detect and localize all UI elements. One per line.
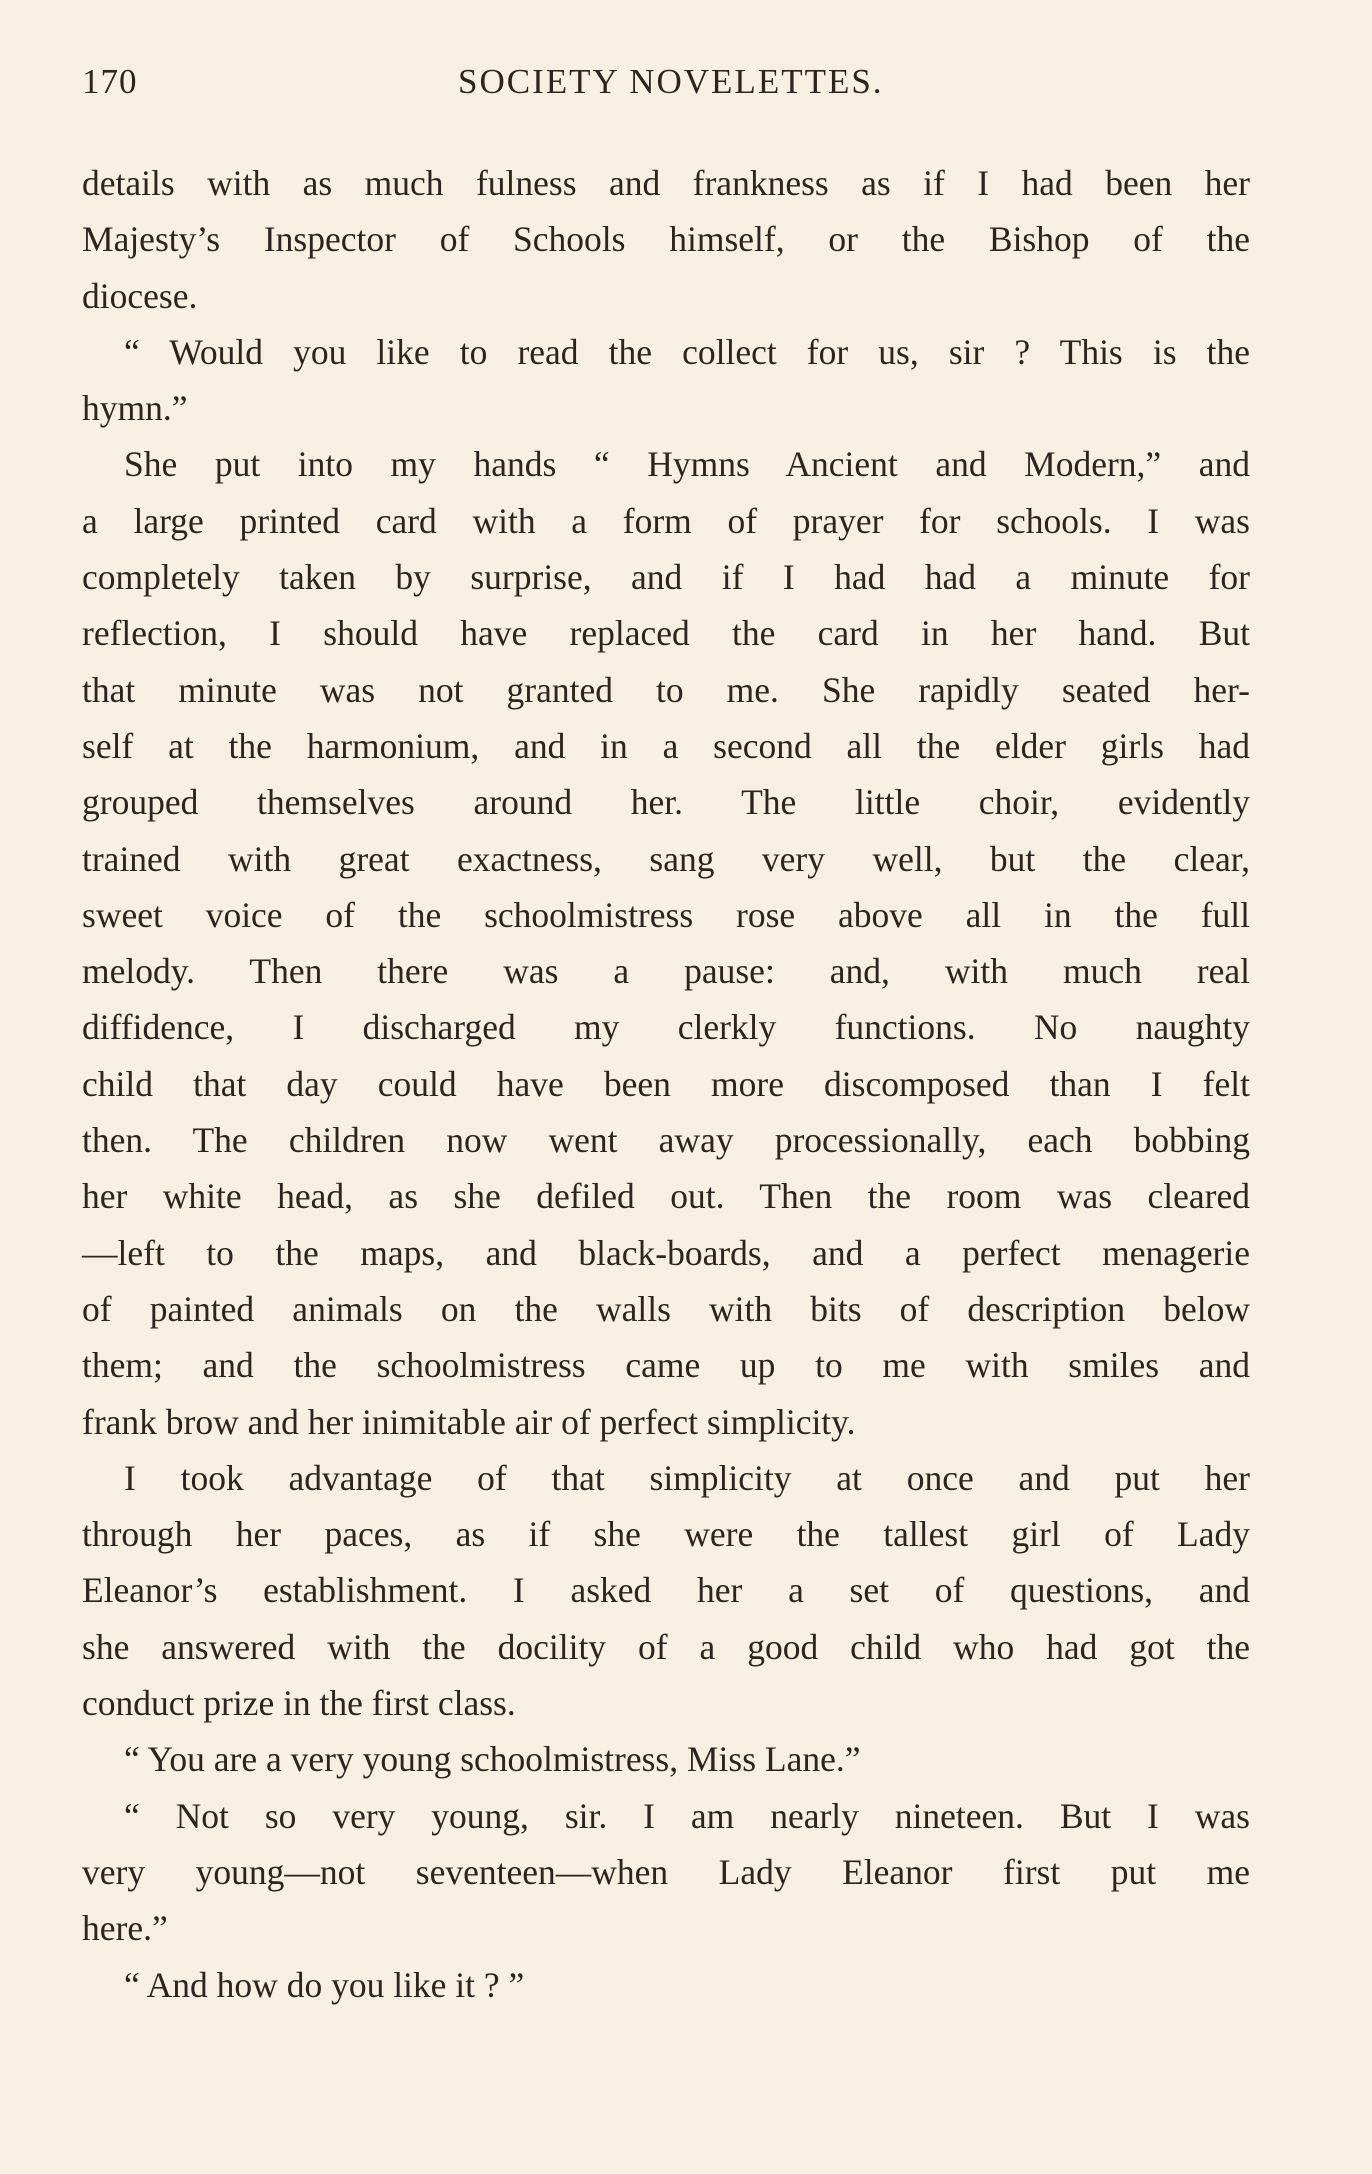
text-line: that minute was not granted to me. She rapidly seated her-: [82, 669, 1250, 710]
text-line: her white head, as she defiled out. Then the room was cleared: [82, 1176, 1250, 1217]
text-line: trained with great exactness, sang very well, but the clear,: [82, 838, 1250, 879]
text-line: diocese.: [82, 275, 198, 316]
text-line: sweet voice of the schoolmistress rose above all in the full: [82, 894, 1250, 935]
text-line: completely taken by surprise, and if I had had a minute for: [82, 557, 1250, 598]
text-line: frank brow and her inimitable air of perfect simplicity.: [82, 1401, 856, 1442]
text-line: self at the harmonium, and in a second all the elder girls had: [82, 725, 1250, 766]
running-head: [82, 62, 1282, 122]
body-text: [82, 155, 1250, 2013]
text-line: “ Would you like to read the collect for us, sir ? This is the: [124, 331, 1250, 372]
text-line: very young—not seventeen—when Lady Eleanor first put me: [82, 1851, 1250, 1892]
text-line: —left to the maps, and black-boards, and a perfect menagerie: [82, 1232, 1250, 1273]
text-line: through her paces, as if she were the tallest girl of Lady: [82, 1514, 1250, 1555]
text-line: she answered with the docility of a good child who had got the: [82, 1626, 1250, 1667]
text-line: Majesty’s Inspector of Schools himself, or the Bishop of the: [82, 219, 1250, 260]
text-line: them; and the schoolmistress came up to me with smiles and: [82, 1345, 1250, 1386]
page-number: 170: [82, 62, 138, 101]
text-line: details with as much fulness and frankness as if I had been her: [82, 163, 1250, 203]
text-line: child that day could have been more discomposed than I felt: [82, 1063, 1250, 1104]
text-line: hymn.”: [82, 388, 188, 429]
text-line: a large printed card with a form of prayer for schools. I was: [82, 500, 1250, 541]
running-title: SOCIETY NOVELETTES.: [458, 62, 884, 101]
text-line: here.”: [82, 1908, 168, 1949]
text-line: “ Not so very young, sir. I am nearly nineteen. But I was: [124, 1795, 1250, 1836]
text-line: reflection, I should have replaced the card in her hand. But: [82, 613, 1250, 654]
text-line: “ And how do you like it ? ”: [124, 1964, 525, 2005]
text-line: diffidence, I discharged my clerkly functions. No naughty: [82, 1007, 1250, 1048]
text-line: then. The children now went away processionally, each bobbing: [82, 1120, 1250, 1161]
text-line: conduct prize in the first class.: [82, 1683, 516, 1724]
text-line: She put into my hands “ Hymns Ancient and Modern,” and: [124, 444, 1250, 485]
text-line: melody. Then there was a pause: and, with much real: [82, 951, 1250, 992]
text-line: Eleanor’s establishment. I asked her a set of questions, and: [82, 1570, 1250, 1611]
text-line: I took advantage of that simplicity at once and put her: [124, 1457, 1250, 1498]
text-line: of painted animals on the walls with bits of description below: [82, 1288, 1250, 1329]
text-line: “ You are a very young schoolmistress, Miss Lane.”: [124, 1739, 861, 1780]
text-line: grouped themselves around her. The little choir, evidently: [82, 782, 1250, 823]
